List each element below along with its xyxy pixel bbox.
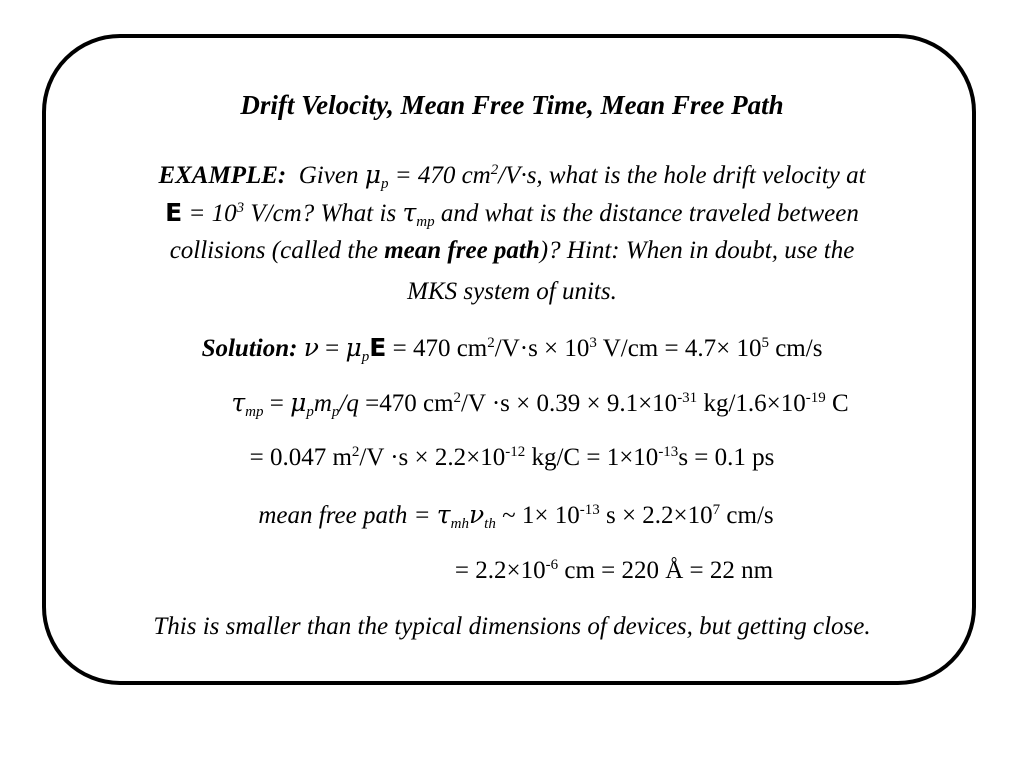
equation-text: s = 0.1 ps	[678, 444, 775, 471]
equation-text: cm/s	[720, 502, 774, 529]
equation-text: =470 cm	[358, 390, 454, 417]
question-text: V/cm? What is	[244, 200, 403, 227]
mu-symbol: μ	[345, 333, 362, 362]
mu-subscript: p	[380, 175, 389, 192]
superscript: -13	[658, 444, 679, 460]
velocity-subscript: th	[484, 515, 496, 532]
tau-symbol: τ	[436, 500, 451, 529]
tau-equation-line	[28, 388, 1024, 420]
mu-subscript: p	[306, 403, 314, 420]
superscript: -31	[677, 390, 698, 406]
equation-text: = 2.2×10	[454, 557, 546, 584]
example-line-2	[0, 198, 1024, 230]
superscript: 3	[236, 200, 245, 216]
superscript: 5	[761, 335, 769, 351]
tau-subscript: mp	[416, 213, 435, 230]
superscript: 2	[490, 162, 499, 178]
mean-free-path-line	[4, 500, 1024, 532]
hint-text: MKS system of units.	[407, 278, 617, 305]
conclusion-text: This is smaller than the typical dimensions of devices, but getting close.	[153, 613, 871, 640]
superscript: -13	[579, 502, 600, 518]
equals-sign: =	[263, 390, 291, 417]
equation-text: ~ 1× 10	[495, 502, 580, 529]
electric-field-symbol: E	[369, 333, 387, 362]
question-text: /V·s, what is the hole drift velocity at	[498, 162, 866, 189]
slide-title: Drift Velocity, Mean Free Time, Mean Free Path	[240, 90, 784, 120]
example-line-3	[0, 238, 1024, 263]
superscript: 3	[589, 335, 597, 351]
equation-text: = 0.047 m	[249, 444, 352, 471]
equation-text: V/cm = 4.7× 10	[596, 335, 762, 362]
mean-free-path-label: mean free path =	[258, 502, 437, 529]
solution-line	[0, 333, 1024, 365]
mass-subscript: p	[331, 403, 340, 420]
charge-symbol: /q	[339, 390, 359, 417]
given-text: Given	[298, 162, 359, 189]
tau-symbol: τ	[231, 388, 246, 417]
electric-field-symbol: E	[165, 198, 183, 227]
superscript: 7	[712, 502, 721, 518]
solution-label: Solution:	[201, 335, 298, 362]
tau-result-line	[0, 445, 1024, 470]
tau-symbol: τ	[402, 198, 417, 227]
question-text: collisions (called the	[169, 237, 385, 264]
mu-subscript: p	[361, 348, 370, 365]
equation-text: kg/C = 1×10	[525, 444, 659, 471]
equation-text: C	[825, 390, 849, 417]
equation-text: s × 2.2×10	[599, 502, 713, 529]
field-value: = 10	[182, 200, 237, 227]
example-line-1	[0, 160, 1024, 192]
superscript: -12	[505, 444, 526, 460]
velocity-symbol: ν	[303, 333, 319, 362]
equation-text: cm = 220 Å = 22 nm	[558, 557, 774, 584]
mu-symbol: μ	[364, 160, 381, 189]
equals-sign: =	[318, 335, 346, 362]
example-line-4	[0, 279, 1024, 304]
equation-text: /V ·s × 0.39 × 9.1×10	[461, 390, 678, 417]
question-text: and what is the distance traveled between	[434, 200, 859, 227]
mass-symbol: m	[313, 390, 332, 417]
equation-text: /V ·s × 2.2×10	[359, 444, 506, 471]
superscript: 2	[487, 335, 495, 351]
equation-text: cm/s	[768, 335, 823, 362]
mean-free-path-term: mean free path	[384, 237, 540, 264]
example-label: EXAMPLE:	[158, 162, 287, 189]
superscript: -6	[545, 557, 559, 573]
hint-text: )? Hint: When in doubt, use the	[539, 237, 855, 264]
mobility-value: = 470 cm	[388, 162, 491, 189]
tau-subscript: mp	[245, 403, 264, 420]
superscript: -19	[805, 390, 826, 406]
superscript: 2	[351, 444, 360, 460]
equation-text: kg/1.6×10	[697, 390, 806, 417]
equation-text: /V·s × 10	[494, 335, 590, 362]
equation-text: = 470 cm	[386, 335, 488, 362]
superscript: 2	[453, 390, 462, 406]
mean-free-path-result	[102, 558, 1024, 583]
mu-symbol: μ	[290, 388, 307, 417]
tau-subscript: mh	[450, 515, 469, 532]
velocity-symbol: ν	[468, 500, 485, 529]
